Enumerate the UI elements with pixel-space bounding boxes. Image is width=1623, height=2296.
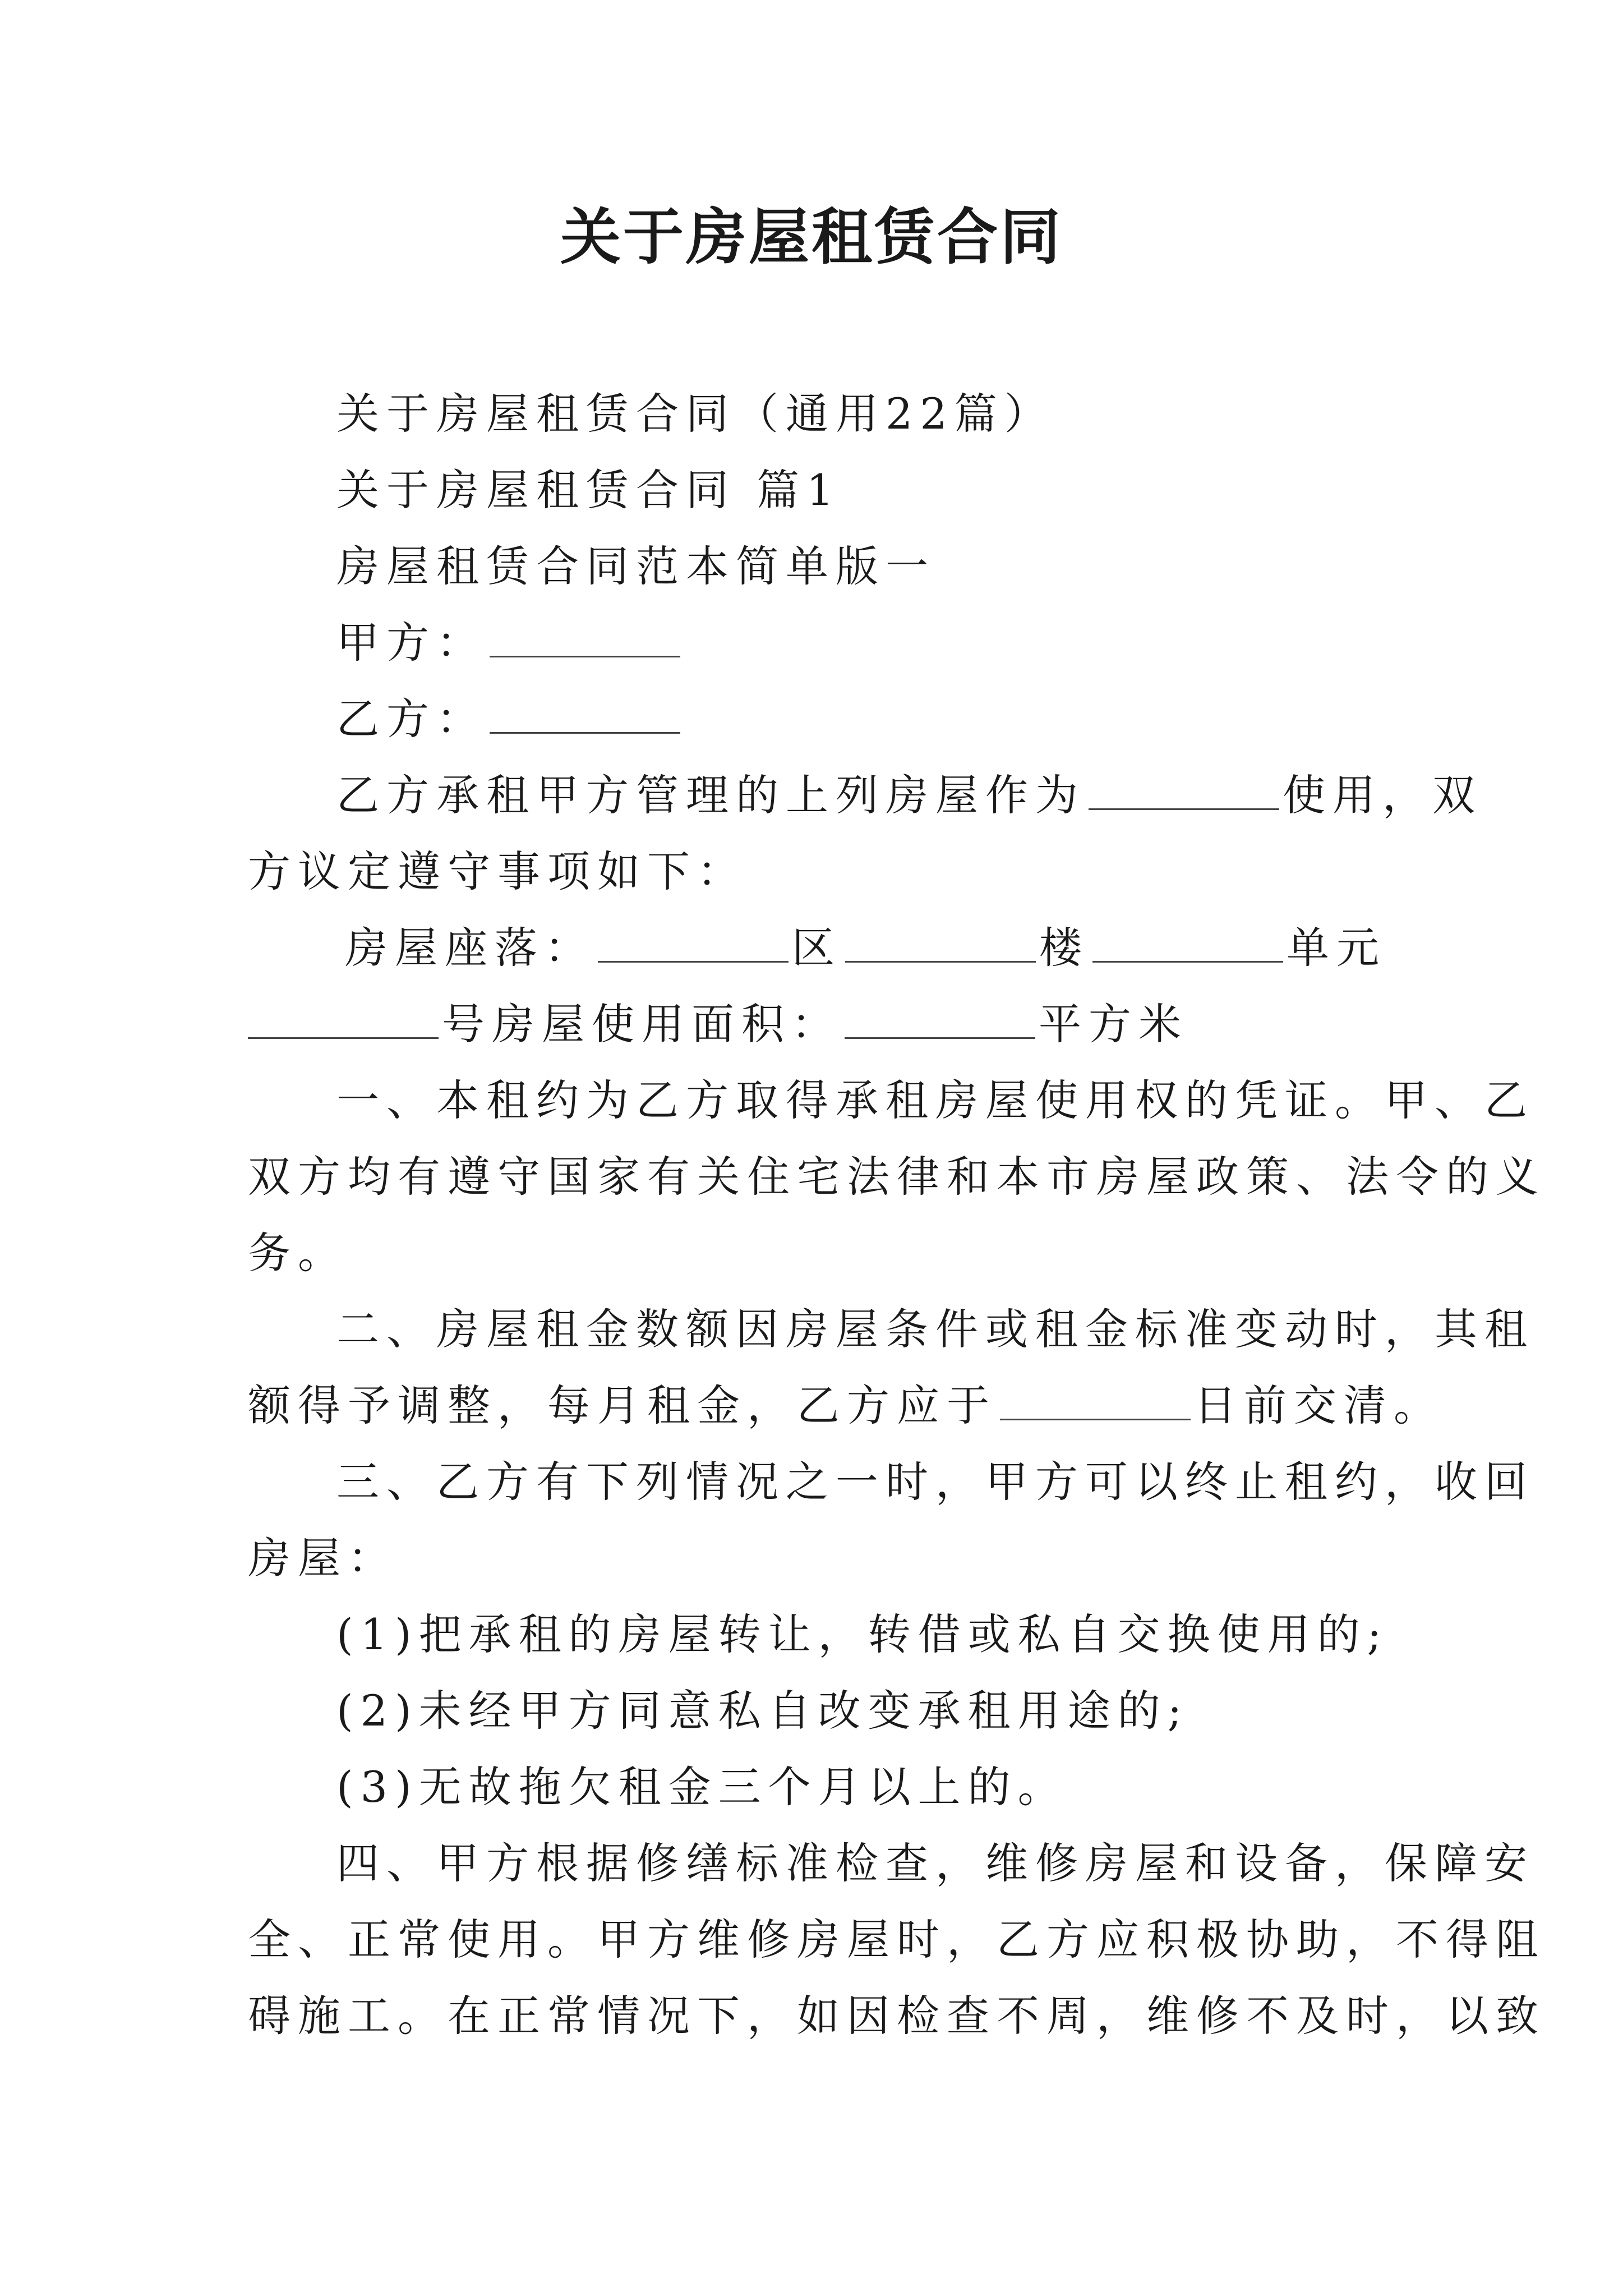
text-run: 房屋座落： [345,923,594,973]
due-date-blank [1000,1415,1191,1420]
party-b-blank [490,729,680,734]
text-run: 号房屋使用面积： [442,999,841,1049]
list-item: (3)无故拖欠租金三个月以上的。 [336,1762,1068,1812]
contract-heading: 房屋租赁合同范本简单版一 [336,541,935,591]
paragraph-line: 一、本租约为乙方取得承租房屋使用权的凭证。甲、乙 [336,1075,1534,1125]
text-run: 单元 [1287,923,1386,973]
building-blank [845,958,1036,963]
area-line [248,996,1188,1052]
usage-blank [1089,805,1279,810]
location-line [345,920,1386,976]
paragraph-line: 二、房屋租金数额因房屋条件或租金标准变动时，其租 [336,1304,1534,1354]
paragraph-line: 房屋： [248,1533,398,1583]
paragraph-line: 四、甲方根据修缮标准检查，维修房屋和设备，保障安 [336,1838,1534,1888]
paragraph-line: 三、乙方有下列情况之一时，甲方可以终止租约，收回 [336,1457,1534,1507]
text-run: 楼 [1039,923,1089,973]
text-run: 区 [792,923,842,973]
text-run: 乙方承租甲方管理的上列房屋作为 [336,770,1085,820]
room-number-blank [248,1034,439,1039]
paragraph-line [336,767,1482,823]
subtitle-line: 关于房屋租赁合同（通用22篇） [336,389,1054,439]
party-b-line [336,691,684,747]
text-run: 使用，双 [1283,770,1482,820]
list-item: (1)把承租的房屋转让，转借或私自交换使用的; [336,1609,1389,1659]
paragraph-line: 务。 [248,1228,348,1278]
text-run: 额得予调整，每月租金，乙方应于 [248,1381,997,1430]
text-run: 平方米 [1039,999,1188,1049]
paragraph-line: 碍施工。在正常情况下，如因检查不周，维修不及时，以致 [248,1991,1546,2041]
text-run: 日前交清。 [1194,1381,1444,1430]
document-title: 关于房屋租赁合同 [560,202,1063,273]
area-blank [845,1034,1035,1039]
paragraph-line: 全、正常使用。甲方维修房屋时，乙方应积极协助，不得阻 [248,1915,1546,1964]
party-a-label: 甲方： [336,618,486,668]
paragraph-line: 双方均有遵守国家有关住宅法律和本市房屋政策、法令的义 [248,1152,1546,1202]
section-heading: 关于房屋租赁合同 篇1 [336,465,841,515]
district-blank [598,958,789,963]
party-b-label: 乙方： [336,694,486,744]
list-item: (2)未经甲方同意私自改变承租用途的; [336,1686,1189,1736]
paragraph-line [248,1378,1444,1434]
party-a-line [336,615,684,671]
party-a-blank [490,652,680,657]
paragraph-line: 方议定遵守事项如下： [248,846,747,896]
unit-blank [1092,958,1283,963]
